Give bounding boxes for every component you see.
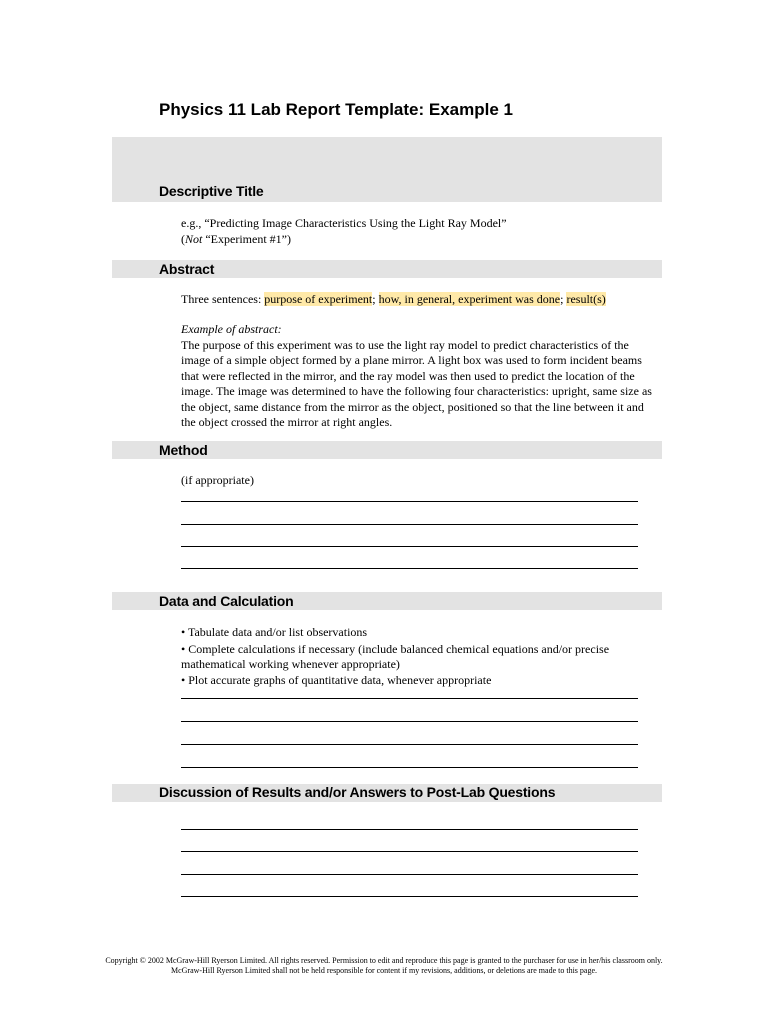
data-bullets bbox=[181, 625, 641, 688]
method-blank-line bbox=[181, 501, 638, 502]
data-heading: Data and Calculation bbox=[159, 593, 294, 609]
method-blank-line bbox=[181, 568, 638, 569]
data-blank-line bbox=[181, 698, 638, 699]
not-word: Not bbox=[185, 231, 203, 246]
data-blank-line bbox=[181, 721, 638, 722]
abstract-heading: Abstract bbox=[159, 261, 215, 277]
abstract-sep-1: ; bbox=[372, 292, 379, 306]
copyright-footer: Copyright © 2002 McGraw-Hill Ryerson Limited. All rights reserved. Permission to edit and reproduce this page is granted to the purchaser for use in her/his classroom only. McGraw-Hill Ryerson Limited shall not be held responsible for content if my revisions, additions, or deletions are made to this page. bbox=[105, 956, 663, 975]
descriptive-title-body bbox=[181, 216, 661, 247]
abstract-highlight-method: how, in general, experiment was done bbox=[378, 292, 561, 306]
abstract-highlight-results: result(s) bbox=[566, 292, 606, 306]
abstract-highlight-purpose: purpose of experiment bbox=[264, 292, 373, 306]
data-bullet: • Tabulate data and/or list observations bbox=[181, 625, 368, 639]
method-heading: Method bbox=[159, 442, 208, 458]
abstract-intro: Three sentences: bbox=[181, 292, 265, 306]
data-blank-line bbox=[181, 767, 638, 768]
data-bullet: • Plot accurate graphs of quantitative data, whenever appropriate bbox=[181, 672, 492, 687]
method-blank-line bbox=[181, 546, 638, 547]
discussion-blank-line bbox=[181, 851, 638, 852]
data-blank-line bbox=[181, 744, 638, 745]
discussion-blank-line bbox=[181, 896, 638, 897]
method-note: (if appropriate) bbox=[181, 473, 254, 487]
title-not-line bbox=[181, 232, 661, 248]
abstract-example-text: The purpose of this experiment was to use the light ray model to predict characteristics of the image of a simple object formed by a plane mirror. A light box was used to form incident beams that were reflected in the mirror, and the ray model was then used to predict the location of the image. The image was determined to have the following four characteristics: upright, same size as the object, same distance from the mirror as the object, positioned so that the line between it and the object crossed the mirror at right angles. bbox=[181, 337, 652, 429]
discussion-blank-line bbox=[181, 829, 638, 830]
not-open-paren: ( bbox=[181, 231, 185, 246]
discussion-heading: Discussion of Results and/or Answers to Post-Lab Questions bbox=[159, 784, 556, 800]
abstract-example-label: Example of abstract: bbox=[181, 322, 282, 336]
abstract-intro-line bbox=[181, 292, 661, 308]
not-rest: “Experiment #1”) bbox=[202, 231, 291, 246]
title-example-line: e.g., “Predicting Image Characteristics Using the Light Ray Model” bbox=[181, 216, 507, 230]
discussion-blank-line bbox=[181, 874, 638, 875]
abstract-sep-2: ; bbox=[560, 292, 567, 306]
descriptive-title-heading: Descriptive Title bbox=[159, 183, 264, 199]
data-bullet: • Complete calculations if necessary (include balanced chemical equations and/or precise mathematical working whenever appropriate) bbox=[181, 641, 610, 671]
page-title: Physics 11 Lab Report Template: Example 1 bbox=[159, 100, 513, 119]
method-blank-line bbox=[181, 524, 638, 525]
abstract-example bbox=[181, 322, 661, 431]
